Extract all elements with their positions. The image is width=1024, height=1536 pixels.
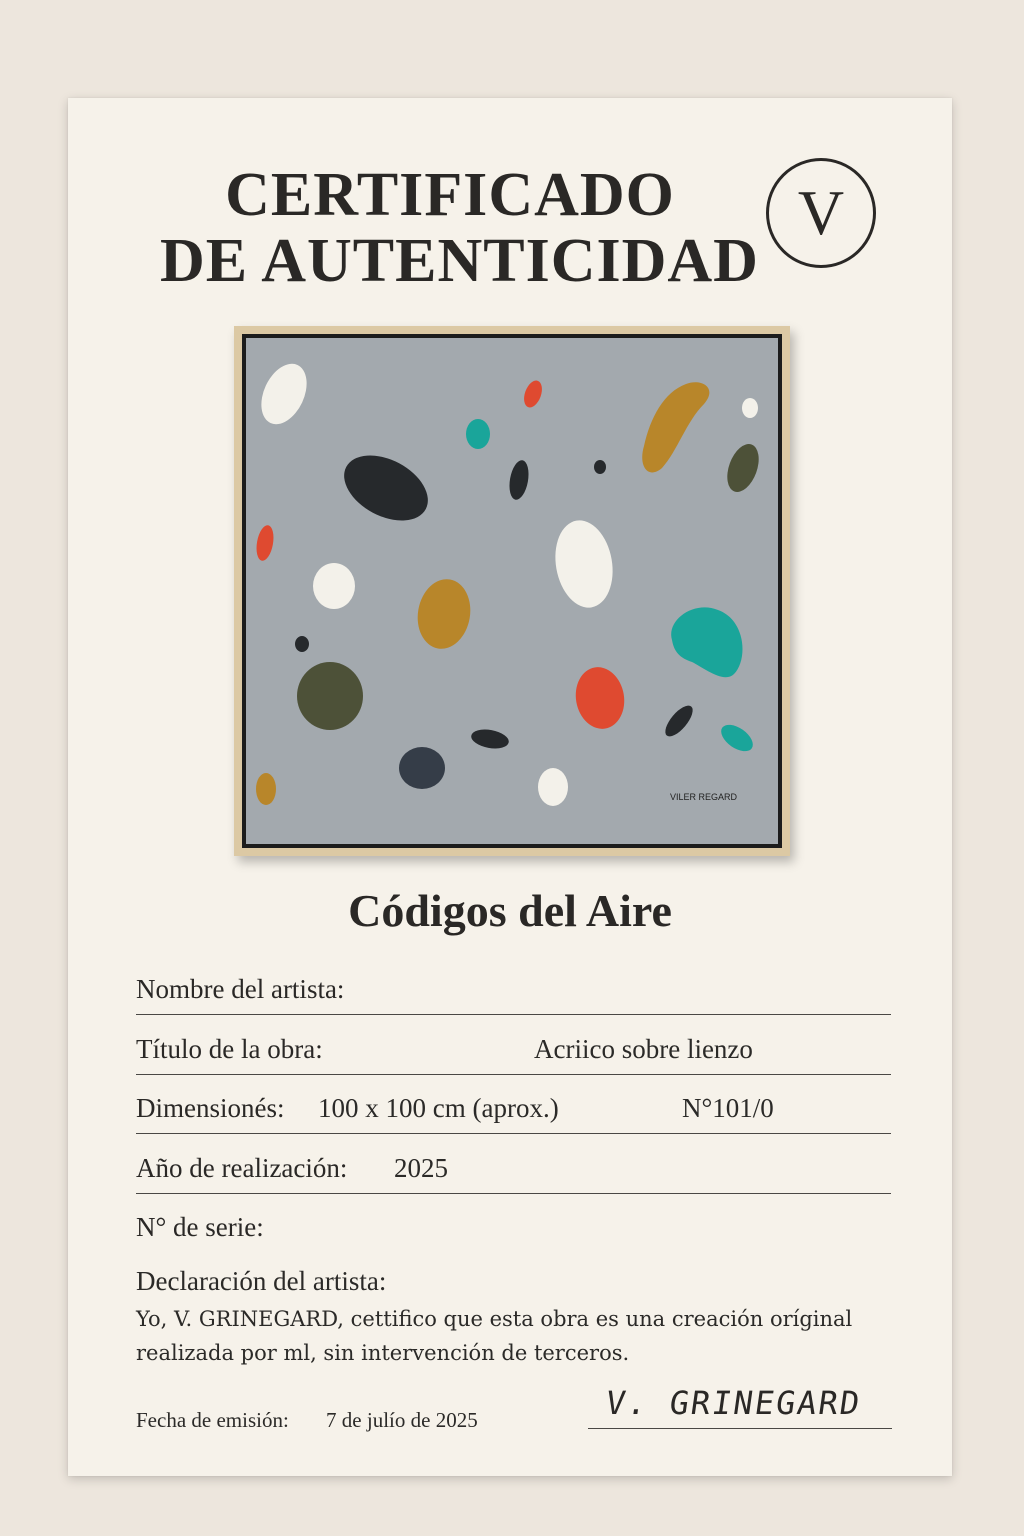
v-seal-logo: [766, 158, 876, 268]
work-title-label: Título de la obra:: [136, 1034, 323, 1064]
blob-navy-1: [399, 747, 445, 789]
blob-white-4: [313, 563, 355, 609]
dimensions-value: 100 x 100 cm (aprox.): [318, 1093, 559, 1123]
blob-olive-2: [297, 662, 363, 730]
serial-row: [136, 1202, 891, 1252]
blob-black-3: [594, 460, 606, 474]
issue-date-label: Fecha de emisión:: [136, 1408, 289, 1432]
title-line-1: CERTIFICADO: [225, 161, 675, 229]
blob-black-4: [295, 636, 309, 652]
certificate-title: [160, 161, 759, 295]
declaration-text: Yo, V. GRINEGARD, cettifico que esta obra es una creación oríginal realizada por ml, sin intervención de terceros.: [136, 1307, 853, 1365]
framed-painting: [234, 326, 790, 856]
dimensions-row: [136, 1083, 891, 1134]
artist-name-row: [136, 964, 891, 1015]
issue-date: [136, 1408, 478, 1433]
work-title-row: [136, 1024, 891, 1075]
artist-label: Nombre del artista:: [136, 974, 345, 1004]
blob-white-5: [538, 768, 568, 806]
dimensions-number: N°101/0: [682, 1093, 774, 1123]
year-row: [136, 1143, 891, 1194]
painting-signature: VILER REGARD: [670, 792, 738, 802]
title-line-2: DE AUTENTICIDAD: [160, 227, 759, 295]
blob-ochre-3: [256, 773, 276, 805]
blob-teal-1: [466, 419, 490, 449]
dimensions-label: Dimensionés:: [136, 1093, 285, 1123]
certificate-sheet: [68, 98, 952, 1476]
painting-canvas: [246, 338, 778, 844]
serial-label: N° de serie:: [136, 1212, 264, 1242]
declaration-label: Declaración del artista:: [136, 1266, 387, 1296]
year-value: 2025: [394, 1153, 448, 1183]
seal-letter: V: [797, 177, 845, 248]
artwork-title: Códigos del Aire: [348, 885, 672, 936]
handwritten-signature: V. GRINEGARD: [603, 1384, 864, 1422]
issue-date-value: 7 de julío de 2025: [326, 1408, 478, 1432]
year-label: Año de realización:: [136, 1153, 348, 1183]
signature-line: [588, 1378, 892, 1429]
blob-white-2: [742, 398, 758, 418]
work-title-value: Acriico sobre lienzo: [534, 1034, 753, 1064]
